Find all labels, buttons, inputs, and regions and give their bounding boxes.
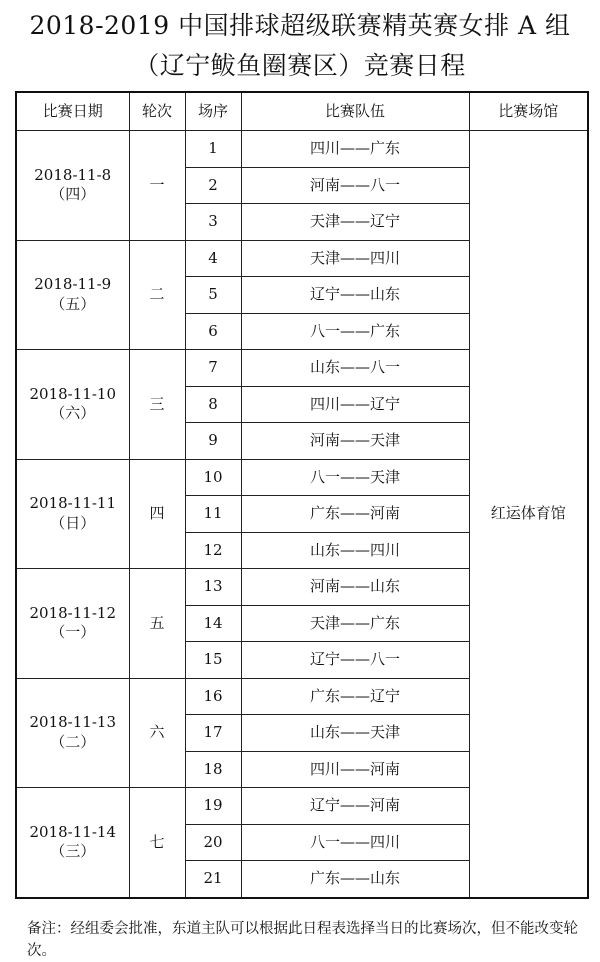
date-text: 2018-11-12 (29, 603, 116, 622)
match-date (16, 459, 129, 569)
weekday-text: （一） (50, 623, 96, 642)
match-order: 3 (185, 204, 241, 241)
match-teams: 四川——广东 (241, 131, 469, 168)
match-order: 6 (185, 313, 241, 350)
match-teams: 八一——天津 (241, 459, 469, 496)
header-row (16, 92, 588, 131)
match-order: 7 (185, 350, 241, 387)
title-line-2: （辽宁鲅鱼圈赛区）竞赛日程 (134, 51, 466, 80)
match-order: 19 (185, 788, 241, 825)
match-teams: 辽宁——山东 (241, 277, 469, 314)
match-order: 15 (185, 642, 241, 679)
round: 一 (129, 131, 185, 241)
match-teams: 天津——四川 (241, 240, 469, 277)
round: 六 (129, 678, 185, 788)
date-text: 2018-11-10 (29, 384, 116, 403)
match-order: 5 (185, 277, 241, 314)
round: 二 (129, 240, 185, 350)
match-teams: 辽宁——河南 (241, 788, 469, 825)
match-order: 11 (185, 496, 241, 533)
match-teams: 广东——河南 (241, 496, 469, 533)
match-order: 12 (185, 532, 241, 569)
match-date (16, 240, 129, 350)
date-text: 2018-11-8 (34, 165, 112, 184)
weekday-text: （六） (50, 404, 96, 423)
match-teams: 河南——八一 (241, 167, 469, 204)
match-order: 20 (185, 824, 241, 861)
match-teams: 天津——辽宁 (241, 204, 469, 241)
match-teams: 辽宁——八一 (241, 642, 469, 679)
date-text: 2018-11-14 (29, 822, 116, 841)
match-order: 18 (185, 751, 241, 788)
match-order: 17 (185, 715, 241, 752)
header-teams: 比赛队伍 (241, 92, 469, 131)
weekday-text: （二） (50, 732, 96, 751)
date-text: 2018-11-13 (29, 713, 116, 732)
match-date (16, 678, 129, 788)
match-teams: 四川——河南 (241, 751, 469, 788)
match-date (16, 350, 129, 460)
round: 七 (129, 788, 185, 898)
match-teams: 广东——山东 (241, 861, 469, 898)
header-date: 比赛日期 (16, 92, 129, 131)
match-teams: 山东——四川 (241, 532, 469, 569)
match-date (16, 788, 129, 898)
table-row (16, 131, 588, 168)
match-order: 21 (185, 861, 241, 898)
round: 四 (129, 459, 185, 569)
match-teams: 山东——天津 (241, 715, 469, 752)
weekday-text: （三） (50, 842, 96, 861)
match-teams: 天津——广东 (241, 605, 469, 642)
venue: 红运体育馆 (469, 131, 588, 898)
weekday-text: （四） (50, 185, 96, 204)
round: 三 (129, 350, 185, 460)
match-teams: 广东——辽宁 (241, 678, 469, 715)
match-order: 8 (185, 386, 241, 423)
match-order: 14 (185, 605, 241, 642)
match-order: 4 (185, 240, 241, 277)
match-order: 1 (185, 131, 241, 168)
match-date (16, 131, 129, 241)
match-order: 13 (185, 569, 241, 606)
header-order: 场序 (185, 92, 241, 131)
match-teams: 八一——四川 (241, 824, 469, 861)
match-teams: 八一——广东 (241, 313, 469, 350)
schedule-table (15, 91, 589, 899)
round: 五 (129, 569, 185, 679)
match-order: 16 (185, 678, 241, 715)
header-round: 轮次 (129, 92, 185, 131)
date-text: 2018-11-11 (29, 494, 116, 513)
weekday-text: （五） (50, 294, 96, 313)
footnote: 备注：经组委会批准，东道主队可以根据此日程表选择当日的比赛场次，但不能改变轮次。 (27, 921, 578, 959)
match-teams: 山东——八一 (241, 350, 469, 387)
match-order: 10 (185, 459, 241, 496)
title-line-1: 2018-2019 中国排球超级联赛精英赛女排 A 组 (29, 11, 571, 40)
match-teams: 河南——山东 (241, 569, 469, 606)
match-date (16, 569, 129, 679)
match-teams: 四川——辽宁 (241, 386, 469, 423)
match-order: 2 (185, 167, 241, 204)
header-venue: 比赛场馆 (469, 92, 588, 131)
date-text: 2018-11-9 (34, 275, 112, 294)
match-order: 9 (185, 423, 241, 460)
weekday-text: （日） (50, 513, 96, 532)
match-teams: 河南——天津 (241, 423, 469, 460)
